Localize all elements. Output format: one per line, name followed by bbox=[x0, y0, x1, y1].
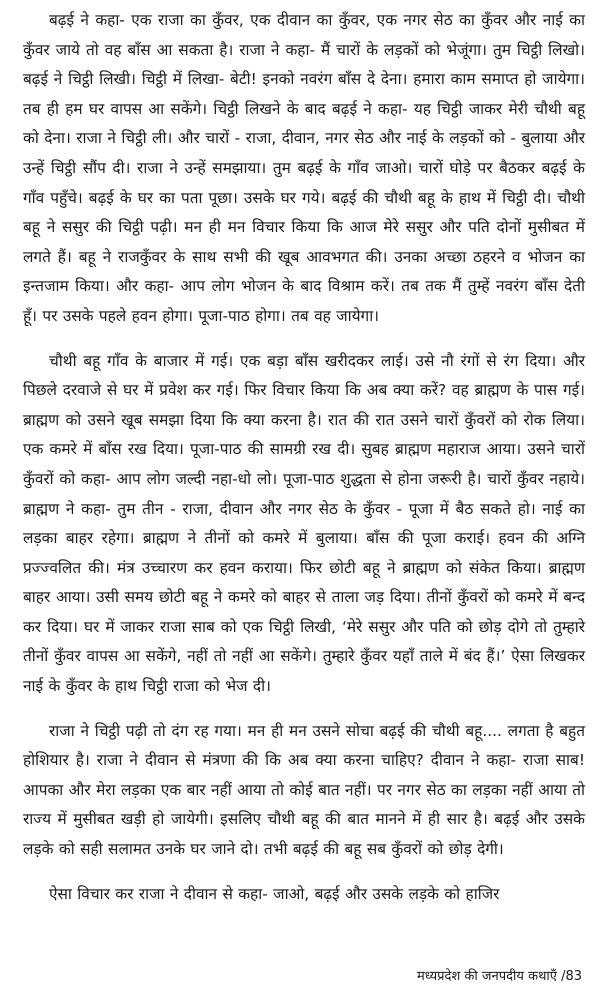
page-footer: मध्यप्रदेश की जनपदीय कथाएँ /83 bbox=[416, 969, 582, 984]
story-body bbox=[23, 6, 585, 909]
paragraph-2: चौथी बहू गाँव के बाजार में गई। एक बड़ा बाँस खरीदकर लाई। उसे नौ रंगों से रंग दिया। और पिछले दरवाजे से घर में प्रवेश कर गई। फिर विचार किया कि अब क्या करें? वह ब्राह्मण के पास गई। ब्राह्मण को उसने खूब समझा दिया कि क्या करना है। रात की रात उसने चारों कुँवरों को रोक लिया। एक कमरे में बाँस रख दिया। पूजा-पाठ की सामग्री रख दी। सुबह ब्राह्मण महाराज आया। उसने चारों कुँवरों को कहा- आप लोग जल्दी नहा-धो लो। पूजा-पाठ शुद्धता से होना जरूरी है। चारों कुँवर नहाये। ब्राह्मण ने कहा- तुम तीन - राजा, दीवान और नगर सेठ के कुँवर - पूजा में बैठ सकते हो। नाई का लड़का बाहर रहेगा। ब्राह्मण ने तीनों को कमरे में बुलाया। बाँस की पूजा कराई। हवन की अग्नि प्रज्ज्वलित की। मंत्र उच्चारण कर हवन कराया। फिर छोटी बहू ने ब्राह्मण को संकेत किया। ब्राह्मण बाहर आया। उसी समय छोटी बहू ने कमरे को बाहर से ताला जड़ दिया। तीनों कुँवरों को कमरे में बन्द कर दिया। घर में जाकर राजा साब को एक चिट्ठी लिखी, ‘मेरे ससुर और पति को छोड़ दोगे तो तुम्हारे तीनों कुँवर वापस आ सकेंगे, नहीं तो नहीं आ सकेंगे। तुम्हारे कुँवर यहाँ ताले में बंद हैं।’ ऐसा लिखकर नाई के कुँवर के हाथ चिट्ठी राजा को भेज दी। bbox=[23, 351, 585, 696]
paragraph-1: बढ़ई ने कहा- एक राजा का कुँवर, एक दीवान का कुँवर, एक नगर सेठ का कुँवर और नाई का कुँवर जाये तो वह बाँस आ सकता है। राजा ने कहा- मैं चारों के लड़कों को भेजूंगा। तुम चिट्ठी लिखो। बढ़ई ने चिट्ठी लिखी। चिट्ठी में लिखा- बेटी! इनको नवरंग बाँस दे देना। हमारा काम समाप्त हो जायेगा। तब ही हम घर वापस आ सकेंगे। चिट्ठी लिखने के बाद बढ़ई ने कहा- यह चिट्ठी जाकर मेरी चौथी बहू को देना। राजा ने चिट्ठी ली। और चारों - राजा, दीवान, नगर सेठ और नाई के लड़कों को - बुलाया और उन्हें चिट्ठी सौंप दी। राजा ने उन्हें समझाया। तुम बढ़ई के गाँव जाओ। चारों घोड़े पर बैठकर बढ़ई के गाँव पहुँचे। बढ़ई के घर का पता पूछा। उसके घर गये। बढ़ई की चौथी बहू के हाथ में चिट्ठी दी। चौथी बहू ने ससुर की चिट्ठी पढ़ी। मन ही मन विचार किया कि आज मेरे ससुर और पति दोनों मुसीबत में लगते हैं। बहू ने राजकुँवर के साथ सभी की खूब आवभगत की। उनका अच्छा ठहरने व भोजन का इन्तजाम किया। और कहा- आप लोग भोजन के बाद विश्राम करें। तब तक मैं तुम्हें नवरंग बाँस देती हूँ। पर उसके पहले हवन होगा। पूजा-पाठ होगा। तब वह जायेगा। bbox=[23, 11, 586, 325]
paragraph-4: ऐसा विचार कर राजा ने दीवान से कहा- जाओ, बढ़ई और उसके लड़के को हाजिर bbox=[49, 884, 500, 903]
paragraph-3: राजा ने चिट्ठी पढ़ी तो दंग रह गया। मन ही मन उसने सोचा बढ़ई की चौथी बहू.... लगता है बहुत होशियार है। राजा ने दीवान से मंत्रणा की कि अब क्या करना चाहिए? दीवान ने कहा- राजा साब! आपका और मेरा लड़का एक बार नहीं आया तो कोई बात नहीं। पर नगर सेठ का लड़का नहीं आया तो राज्य में मुसीबत खड़ी हो जायेगी। इसलिए चौथी बहू की बात मानने में ही सार है। बढ़ई और उसके लड़के को सही सलामत उनके घर जाने दो। तभी बढ़ई की बहू सब कुँवरों को छोड़ देगी। bbox=[23, 721, 585, 859]
